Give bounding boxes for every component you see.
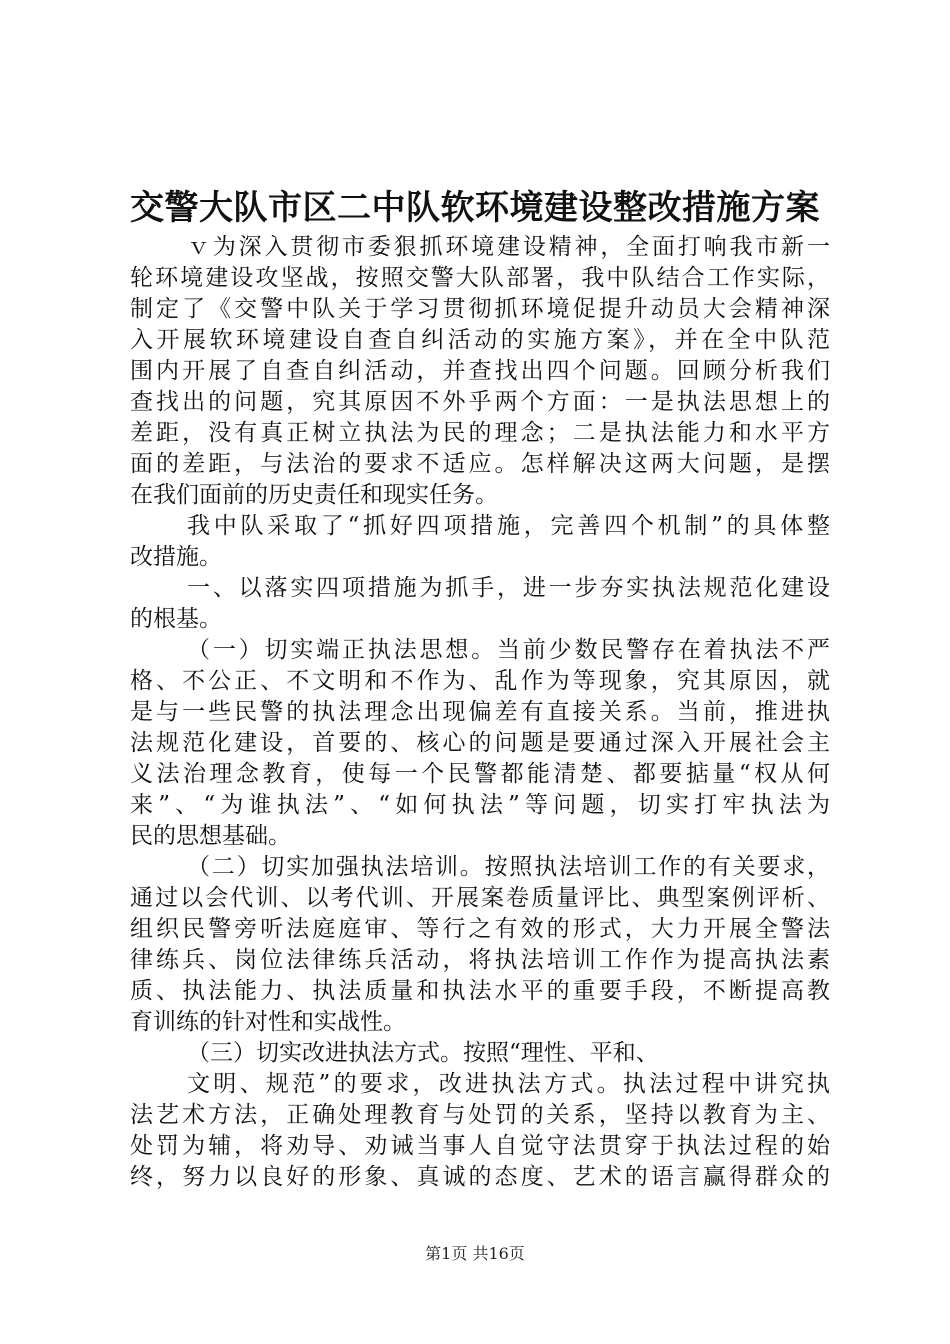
body-line: 律练兵、岗位法律练兵活动，将执法培训工作作为提高执法素 (130, 947, 830, 973)
page-number: 第1页 共16页 (425, 1244, 525, 1263)
body-line: 是与一些民警的执法理念出现偏差有直接关系。当前，推进执 (130, 699, 830, 725)
body-line: 改措施。 (130, 544, 222, 570)
body-line: 我中队采取了“抓好四项措施，完善四个机制”的具体整 (187, 513, 830, 539)
body-line: 入开展软环境建设自查自纠活动的实施方案》，并在全中队范 (130, 327, 830, 353)
body-line: 育训练的针对性和实战性。 (130, 1009, 406, 1035)
body-line: 义法治理念教育，使每一个民警都能清楚、都要掂量“权从何 (130, 761, 830, 787)
body-line: 面的差距，与法治的要求不适应。怎样解决这两大问题，是摆 (130, 451, 830, 477)
body-line: 在我们面前的历史责任和现实任务。 (130, 482, 498, 508)
document-title: 交警大队市区二中队软环境建设整改措施方案 (130, 188, 820, 228)
body-line: 民的思想基础。 (130, 823, 291, 849)
body-line: 通过以会代训、以考代训、开展案卷质量评比、典型案例评析、 (130, 885, 830, 911)
body-line: 围内开展了自查自纠活动，并查找出四个问题。回顾分析我们 (130, 358, 830, 384)
body-line: （三）切实改进执法方式。按照“理性、平和、 (187, 1040, 659, 1066)
body-line: 差距，没有真正树立执法为民的理念；二是执法能力和水平方 (130, 420, 830, 446)
body-line: 组织民警旁听法庭庭审、等行之有效的形式，大力开展全警法 (130, 916, 830, 942)
body-line: 来”、“为谁执法”、“如何执法”等问题，切实打牢执法为 (130, 792, 830, 818)
body-line: 质、执法能力、执法质量和执法水平的重要手段，不断提高教 (130, 978, 830, 1004)
body-line: 格、不公正、不文明和不作为、乱作为等现象，究其原因，就 (130, 668, 830, 694)
body-line: 法规范化建设，首要的、核心的问题是要通过深入开展社会主 (130, 730, 830, 756)
body-line: （一）切实端正执法思想。当前少数民警存在着执法不严 (187, 637, 830, 663)
body-line: （二）切实加强执法培训。按照执法培训工作的有关要求， (187, 854, 830, 880)
body-line: 的根基。 (130, 606, 222, 632)
body-line: 终，努力以良好的形象、真诚的态度、艺术的语言赢得群众的 (130, 1164, 830, 1190)
body-line: 文明、规范”的要求，改进执法方式。执法过程中讲究执 (187, 1071, 830, 1097)
body-line: 处罚为辅，将劝导、劝诫当事人自觉守法贯穿于执法过程的始 (130, 1133, 830, 1159)
body-line: 轮环境建设攻坚战，按照交警大队部署，我中队结合工作实际， (130, 265, 830, 291)
body-line: 查找出的问题，究其原因不外乎两个方面：一是执法思想上的 (130, 389, 830, 415)
body-line: 制定了《交警中队关于学习贯彻抓环境促提升动员大会精神深 (130, 296, 830, 322)
body-line: 一、以落实四项措施为抓手，进一步夯实执法规范化建设 (187, 575, 830, 601)
body-line: ｖ为深入贯彻市委狠抓环境建设精神，全面打响我市新一 (187, 234, 830, 260)
body-line: 法艺术方法，正确处理教育与处罚的关系，坚持以教育为主、 (130, 1102, 830, 1128)
